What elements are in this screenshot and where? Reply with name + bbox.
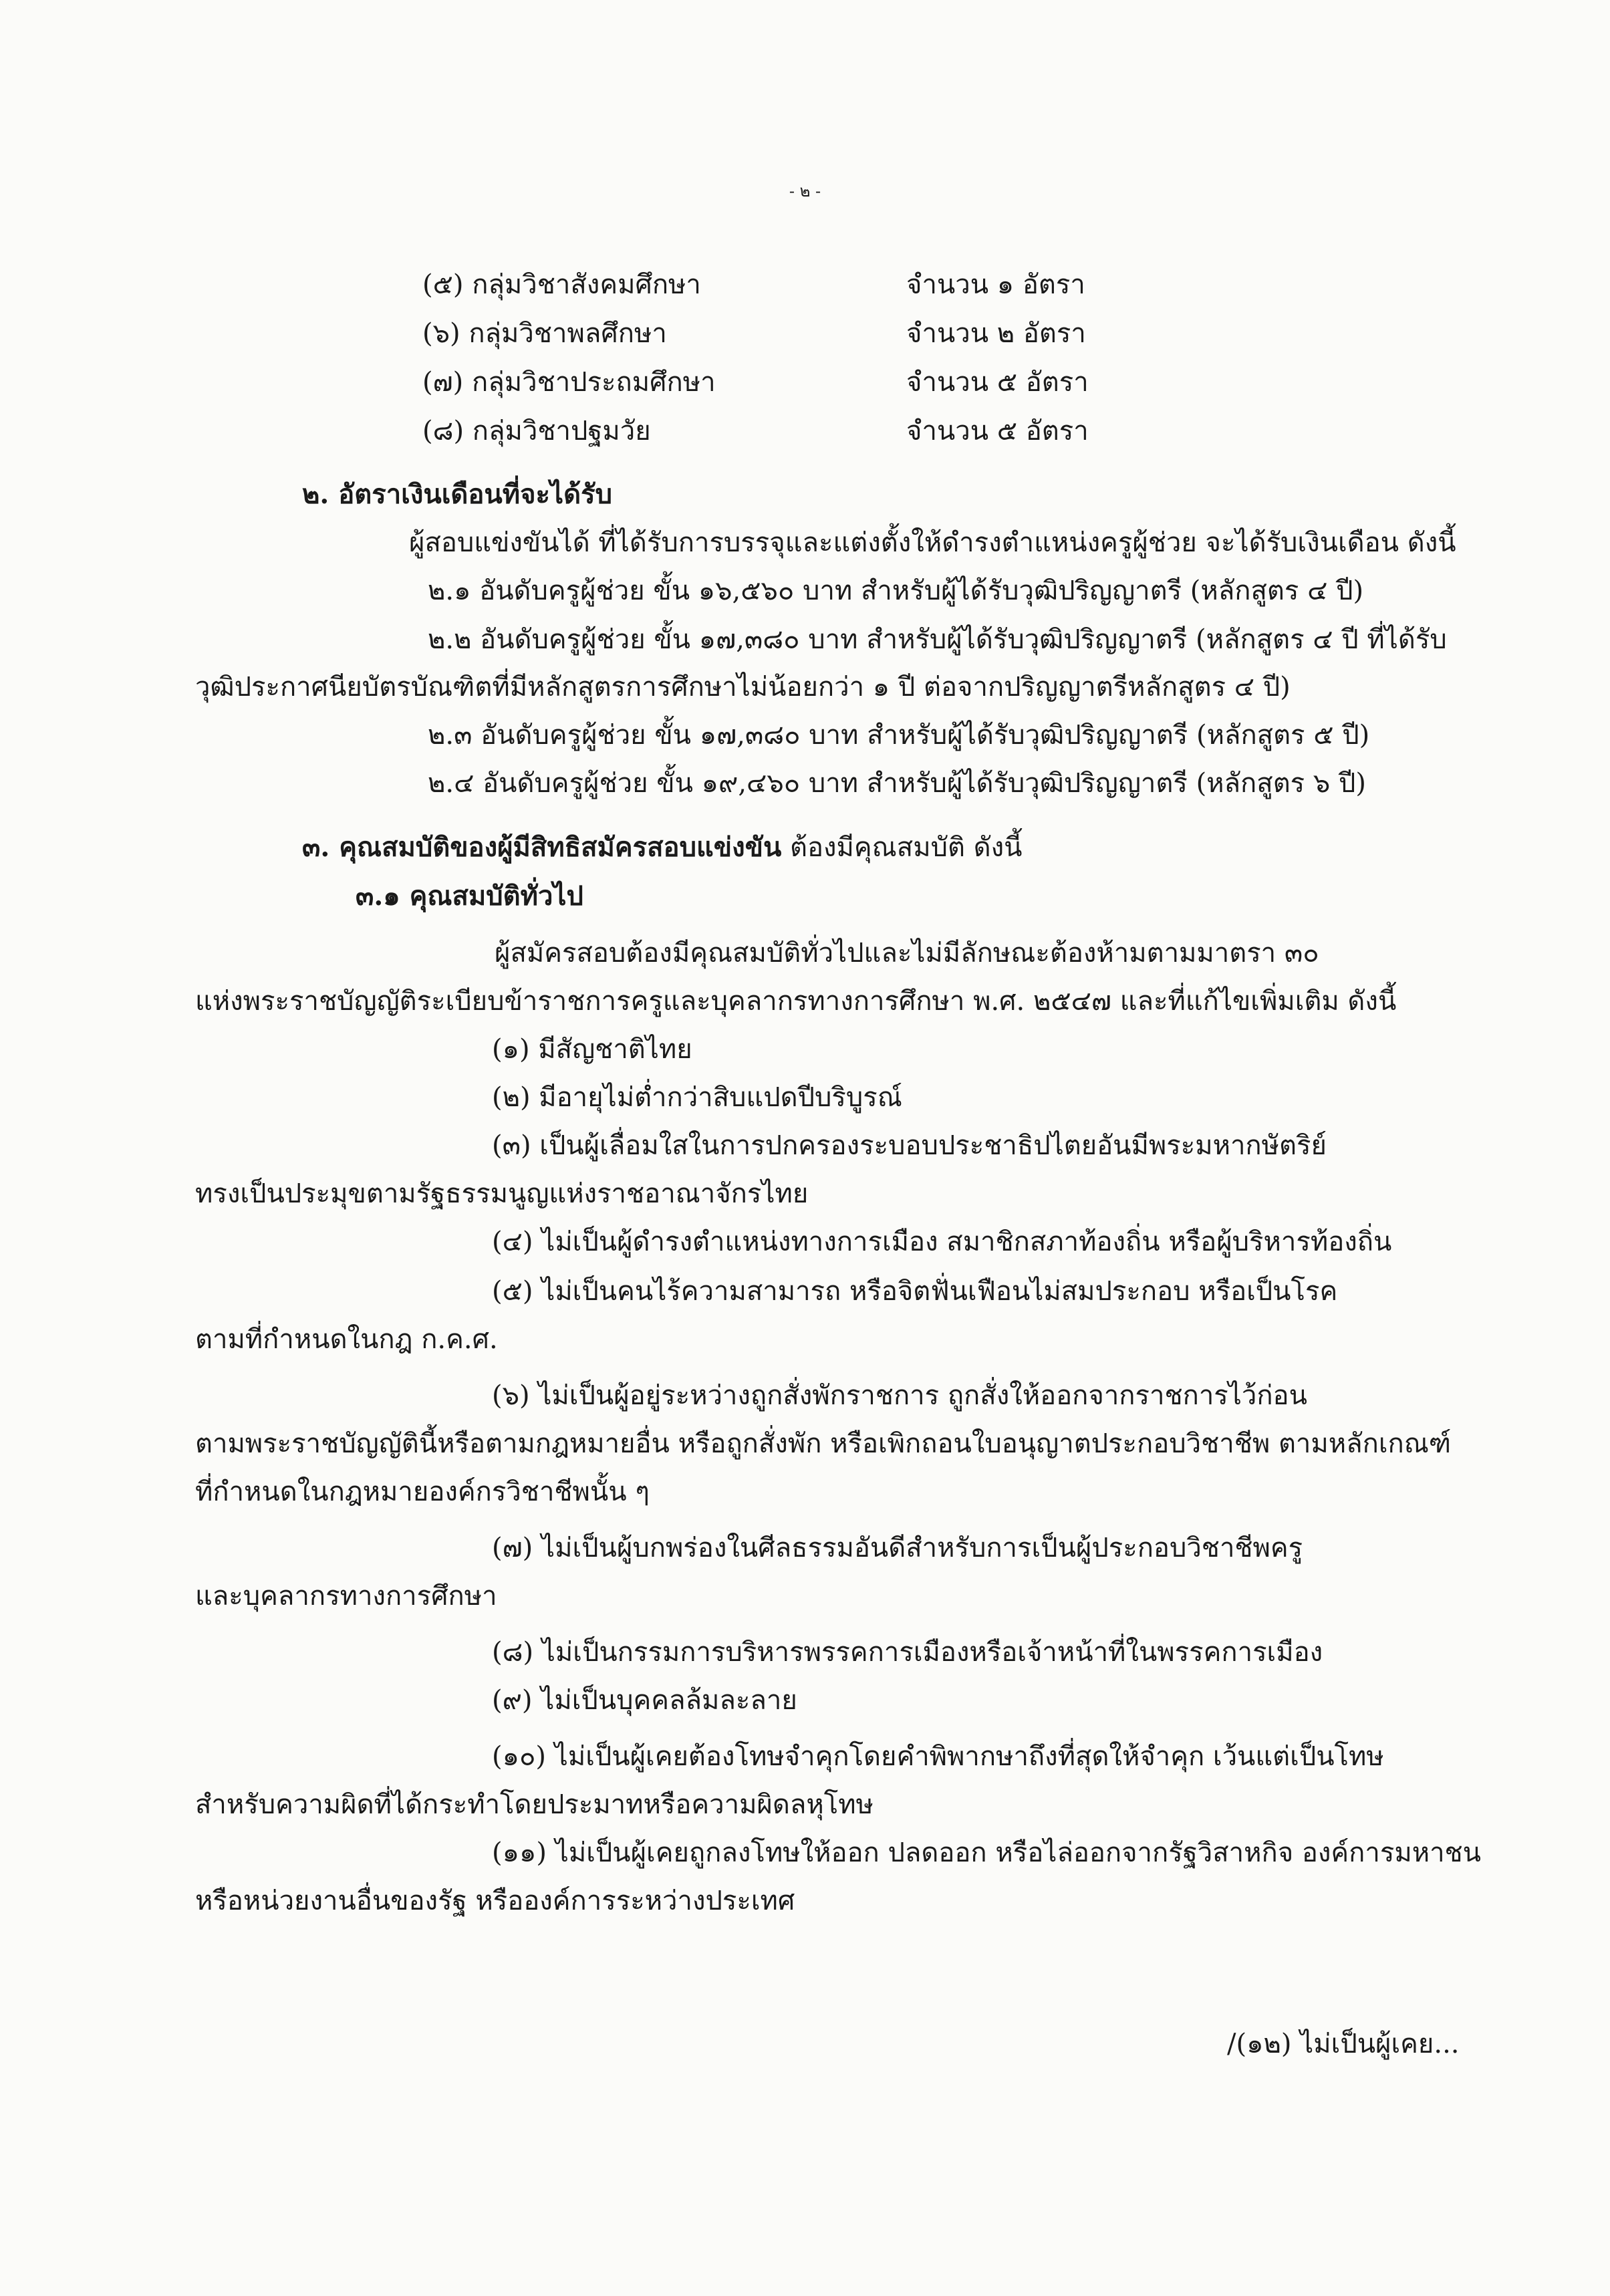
section-heading-bold: ๓. คุณสมบัติของผู้มีสิทธิสมัครสอบแข่งขัน (302, 832, 782, 863)
qualification-item: (๙) ไม่เป็นบุคคลล้มละลาย (492, 1685, 797, 1716)
page-number: - ๒ - (789, 182, 821, 201)
salary-item-continued: วุฒิประกาศนียบัตรบัณฑิตที่มีหลักสูตรการศึกษาไม่น้อยกว่า ๑ ปี ต่อจากปริญญาตรีหลักสูตร ๔ ปี) (195, 672, 1291, 703)
qualification-item-continued: ตามที่กำหนดในกฎ ก.ค.ศ. (195, 1324, 498, 1355)
continuation-note: /(๑๒) ไม่เป็นผู้เคย... (1227, 2029, 1460, 2059)
sub-heading: ๓.๑ คุณสมบัติทั่วไป (356, 880, 583, 912)
section-heading (302, 829, 1023, 866)
subject-group-name: (๕) กลุ่มวิชาสังคมศึกษา (422, 269, 701, 300)
paragraph-continued: แห่งพระราชบัญญัติระเบียบข้าราชการครูและบุคลากรทางการศึกษา พ.ศ. ๒๕๔๗ และที่แก้ไขเพิ่มเติม ดังนี้ (195, 986, 1397, 1017)
subject-group-name: (๗) กลุ่มวิชาประถมศึกษา (422, 367, 716, 398)
qualification-item: (๑๐) ไม่เป็นผู้เคยต้องโทษจำคุกโดยคำพิพากษาถึงที่สุดให้จำคุก เว้นแต่เป็นโทษ (492, 1741, 1384, 1772)
qualification-item: (๕) ไม่เป็นคนไร้ความสามารถ หรือจิตฟั่นเฟือนไม่สมประกอบ หรือเป็นโรค (492, 1276, 1338, 1307)
qualification-item: (๔) ไม่เป็นผู้ดำรงตำแหน่งทางการเมือง สมาชิกสภาท้องถิ่น หรือผู้บริหารท้องถิ่น (492, 1227, 1392, 1257)
qualification-item: (๗) ไม่เป็นผู้บกพร่องในศีลธรรมอันดีสำหรับการเป็นผู้ประกอบวิชาชีพครู (492, 1533, 1303, 1563)
subject-group-name: (๘) กลุ่มวิชาปฐมวัย (422, 416, 651, 447)
subject-group-quota: จำนวน ๒ อัตรา (906, 318, 1086, 349)
qualification-item: (๖) ไม่เป็นผู้อยู่ระหว่างถูกสั่งพักราชการ ถูกสั่งให้ออกจากราชการไว้ก่อน (492, 1380, 1307, 1411)
qualification-item: (๑) มีสัญชาติไทย (492, 1034, 692, 1065)
subject-group-quota: จำนวน ๕ อัตรา (906, 416, 1089, 447)
qualification-item: (๘) ไม่เป็นกรรมการบริหารพรรคการเมืองหรือเจ้าหน้าที่ในพรรคการเมือง (492, 1637, 1323, 1668)
qualification-item-continued: ตามพระราชบัญญัตินี้หรือตามกฎหมายอื่น หรือถูกสั่งพัก หรือเพิกถอนใบอนุญาตประกอบวิชาชีพ ตามหลักเกณฑ์ (195, 1428, 1452, 1459)
salary-item: ๒.๒ อันดับครูผู้ช่วย ขั้น ๑๗,๓๘๐ บาท สำหรับผู้ได้รับวุฒิปริญญาตรี (หลักสูตร ๔ ปี ที่ได้รับ (428, 624, 1447, 655)
qualification-item-continued: ทรงเป็นประมุขตามรัฐธรรมนูญแห่งราชอาณาจักรไทย (195, 1178, 809, 1209)
qualification-item: (๓) เป็นผู้เลื่อมใสในการปกครองระบอบประชาธิปไตยอันมีพระมหากษัตริย์ (492, 1130, 1327, 1161)
qualification-item: (๒) มีอายุไม่ต่ำกว่าสิบแปดปีบริบูรณ์ (492, 1082, 902, 1113)
subject-group-name: (๖) กลุ่มวิชาพลศึกษา (422, 318, 667, 349)
qualification-item-continued: ที่กำหนดในกฎหมายองค์กรวิชาชีพนั้น ๆ (195, 1477, 650, 1507)
qualification-item-continued: สำหรับความผิดที่ได้กระทำโดยประมาทหรือความผิดลหุโทษ (195, 1789, 874, 1820)
salary-item: ๒.๔ อันดับครูผู้ช่วย ขั้น ๑๙,๔๖๐ บาท สำหรับผู้ได้รับวุฒิปริญญาตรี (หลักสูตร ๖ ปี) (428, 768, 1366, 799)
paragraph: ผู้สอบแข่งขันได้ ที่ได้รับการบรรจุและแต่งตั้งให้ดำรงตำแหน่งครูผู้ช่วย จะได้รับเงินเดือน ดังนี้ (409, 527, 1456, 558)
salary-item: ๒.๑ อันดับครูผู้ช่วย ขั้น ๑๖,๕๖๐ บาท สำหรับผู้ได้รับวุฒิปริญญาตรี (หลักสูตร ๔ ปี) (428, 576, 1364, 606)
section-heading: ๒. อัตราเงินเดือนที่จะได้รับ (302, 479, 612, 510)
justified-line (495, 934, 1469, 972)
salary-item: ๒.๓ อันดับครูผู้ช่วย ขั้น ๑๗,๓๘๐ บาท สำหรับผู้ได้รับวุฒิปริญญาตรี (หลักสูตร ๕ ปี) (428, 720, 1370, 751)
qualification-item: (๑๑) ไม่เป็นผู้เคยถูกลงโทษให้ออก ปลดออก หรือไล่ออกจากรัฐวิสาหกิจ องค์การมหาชน (492, 1837, 1482, 1868)
paragraph (495, 934, 1469, 972)
qualification-item-continued: หรือหน่วยงานอื่นของรัฐ หรือองค์การระหว่างประเทศ (195, 1886, 795, 1916)
subject-group-quota: จำนวน ๑ อัตรา (906, 269, 1085, 300)
subject-group-quota: จำนวน ๕ อัตรา (906, 367, 1089, 398)
paragraph-text: ผู้สมัครสอบต้องมีคุณสมบัติทั่วไปและไม่มีลักษณะต้องห้ามตามมาตรา ๓๐ (495, 938, 1319, 969)
section-heading-rest: ต้องมีคุณสมบัติ ดังนี้ (781, 832, 1023, 863)
qualification-item-continued: และบุคลากรทางการศึกษา (195, 1581, 497, 1612)
